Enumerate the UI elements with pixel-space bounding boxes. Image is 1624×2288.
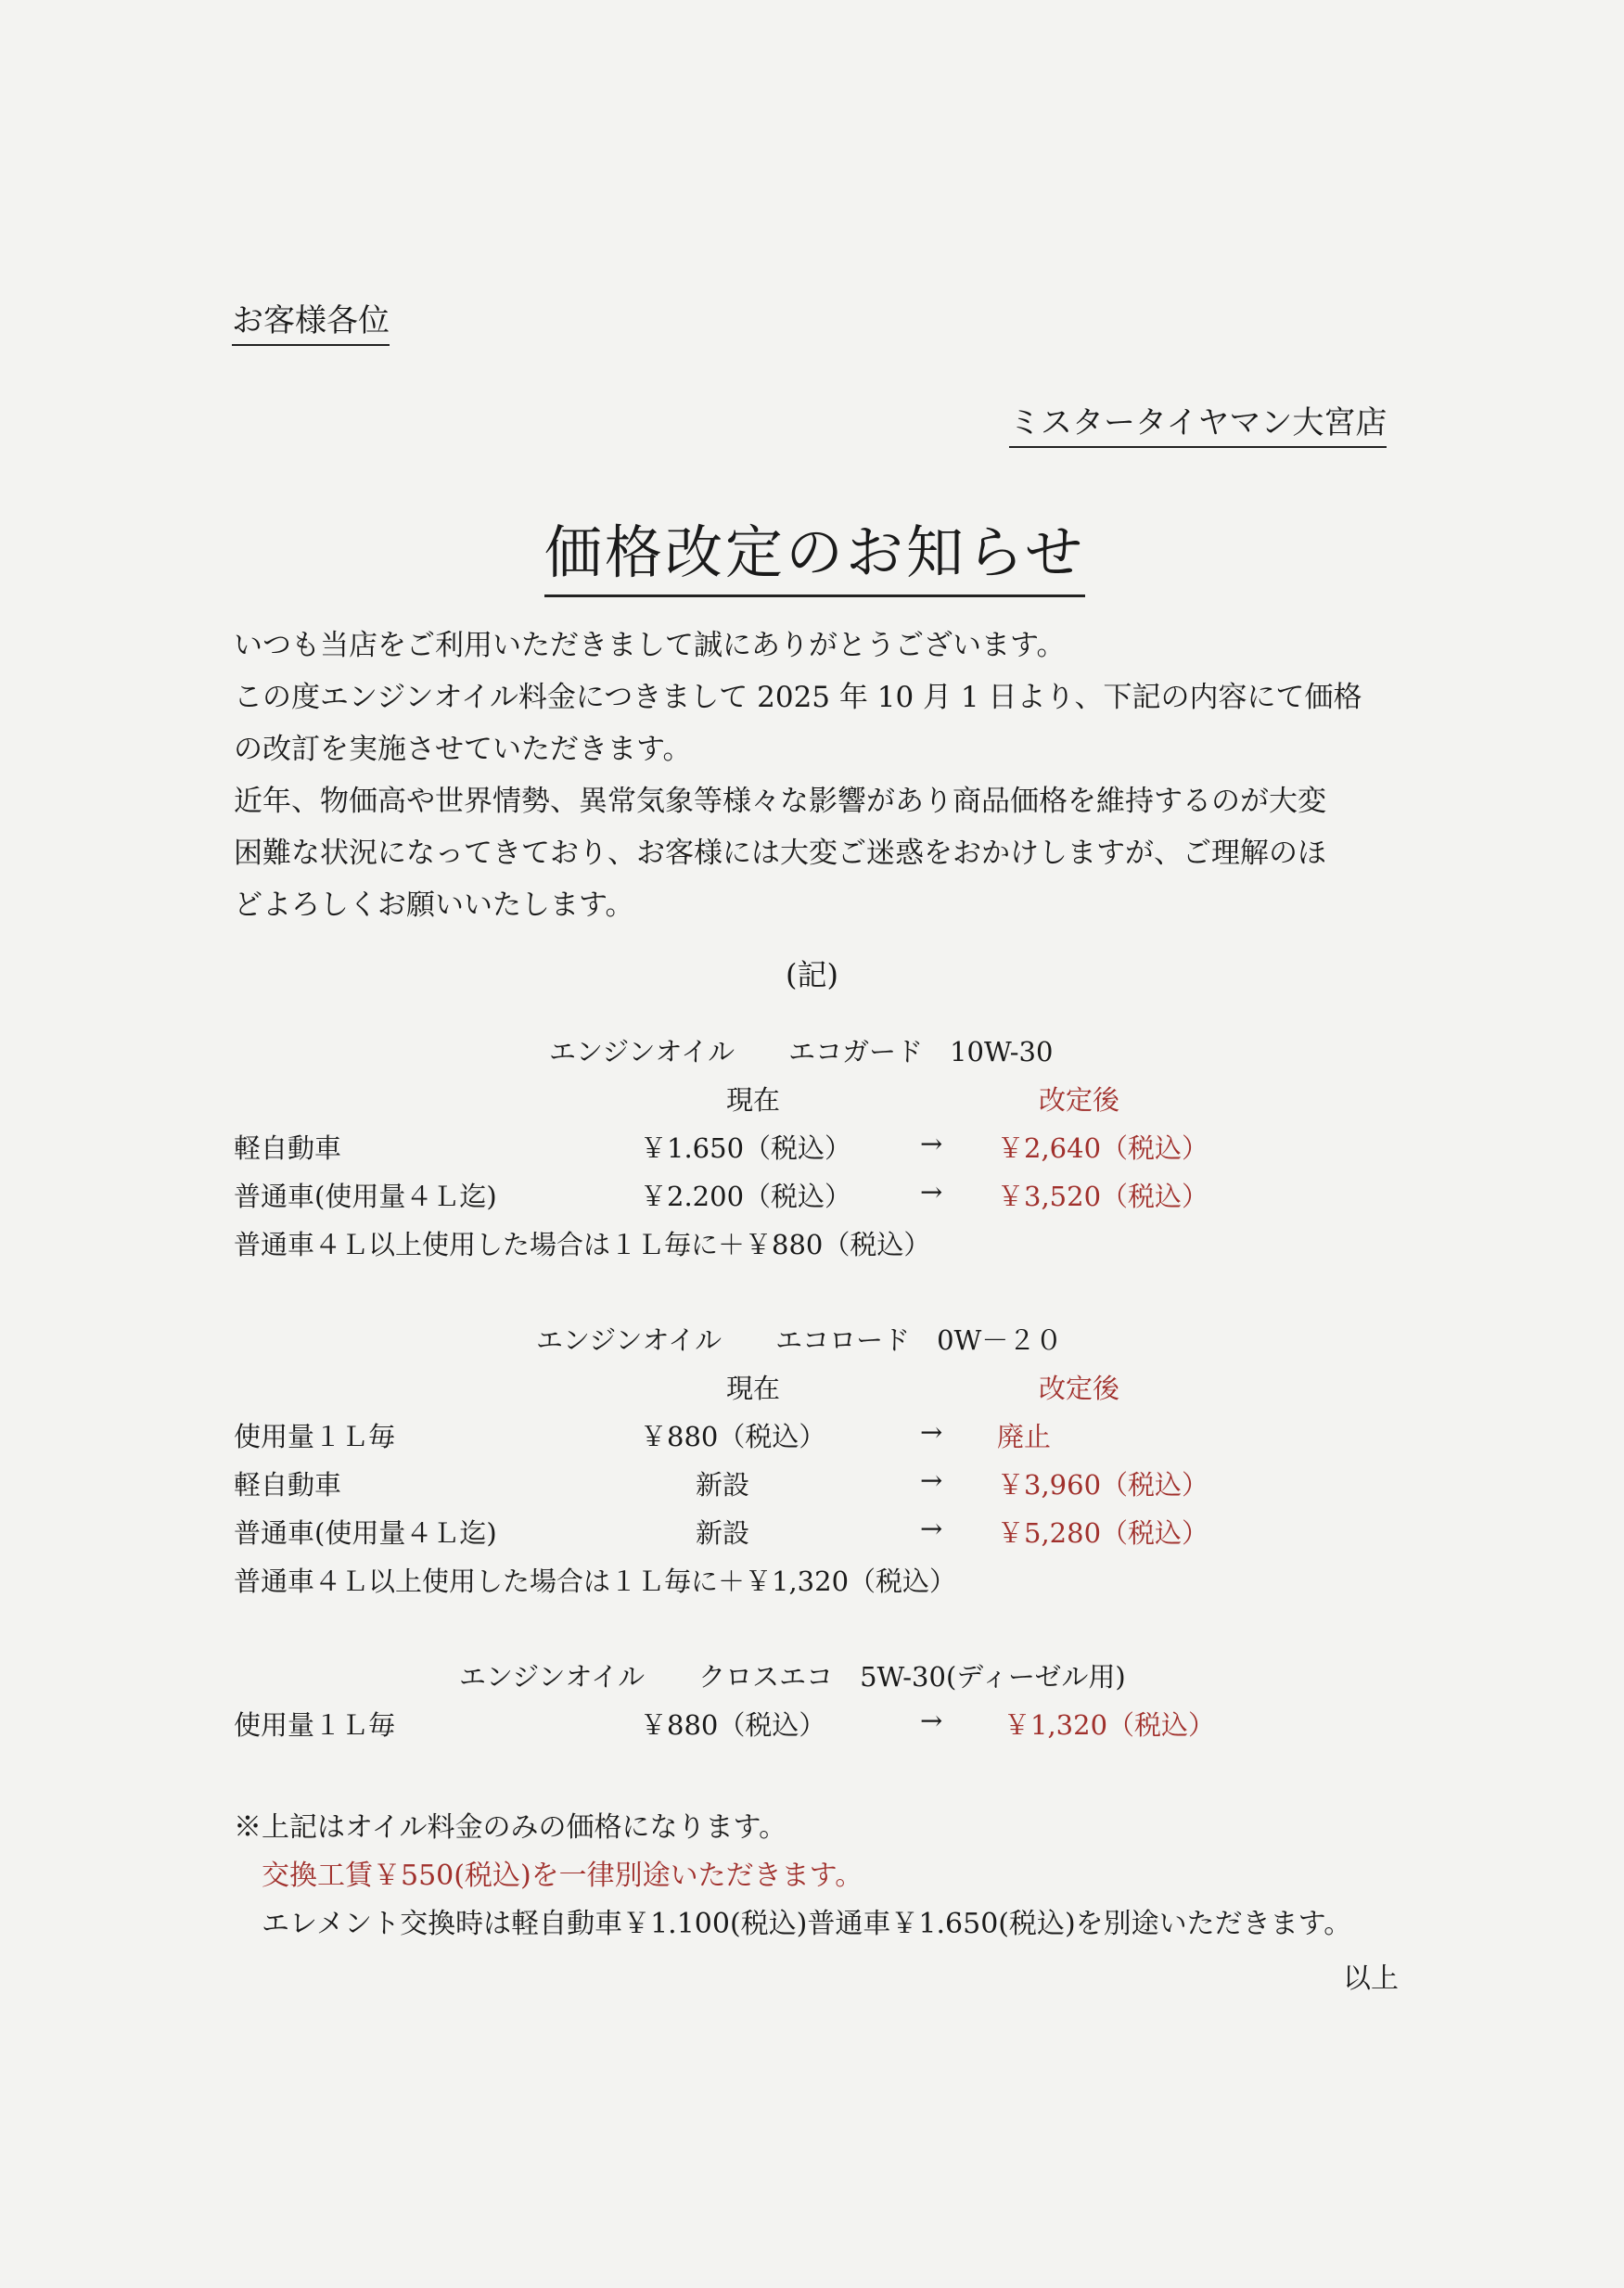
row-label: 普通車(使用量４Ｌ迄) [234,1517,497,1549]
arrow-icon: → [920,1705,943,1736]
row-label: 使用量１Ｌ毎 [234,1709,396,1741]
row-current-price: ￥1.650（税込） [640,1132,852,1164]
footnote-oil-only: ※上記はオイル料金のみの価格になります。 [234,1811,787,1844]
section-heading-ecoguard: エンジンオイル エコガード 10W-30 [549,1036,1054,1067]
section-heading-ecoroad: エンジンオイル エコロード 0W－２０ [536,1324,1063,1356]
row-new-price: ￥1,320（税込） [1004,1709,1216,1741]
row-new-price: ￥3,960（税込） [997,1469,1209,1501]
row-current-price: 新設 [696,1469,750,1501]
row-current-price: ￥2.200（税込） [640,1181,852,1212]
addressee: お客様各位 [232,295,390,346]
arrow-icon: → [920,1176,943,1208]
intro-line: 近年、物価高や世界情勢、異常気象等様々な影響があり商品価格を維持するのが大変 [234,785,1326,818]
row-current-price: ￥880（税込） [640,1421,826,1452]
row-label: 軽自動車 [234,1469,342,1501]
row-current-price: 新設 [696,1517,750,1549]
intro-paragraph [234,620,1402,931]
arrow-icon: → [920,1464,943,1496]
section-heading-crosseco: エンジンオイル クロスエコ 5W-30(ディーゼル用) [459,1661,1126,1693]
row-label: 軽自動車 [234,1132,342,1164]
store-name: ミスタータイヤマン大宮店 [1009,397,1387,448]
section-note: 普通車４Ｌ以上使用した場合は１Ｌ毎に＋￥1,320（税込） [234,1566,957,1597]
col-new-header: 改定後 [1039,1373,1120,1404]
col-current-header: 現在 [726,1084,781,1116]
row-label: 普通車(使用量４Ｌ迄) [234,1181,497,1212]
intro-line: いつも当店をご利用いただきまして誠にありがとうございます。 [234,629,1066,662]
intro-line: 困難な状況になってきており、お客様には大変ご迷惑をおかけしますが、ご理解のほ [234,837,1326,870]
closing-mark: 以上 [1343,1962,1399,1995]
intro-line: どよろしくお願いいたします。 [234,888,634,922]
intro-line: この度エンジンオイル料金につきまして 2025 年 10 月 1 日より、下記の内容にて価格 [234,681,1362,714]
arrow-icon: → [920,1513,943,1544]
col-current-header: 現在 [726,1373,781,1404]
section-note: 普通車４Ｌ以上使用した場合は１Ｌ毎に＋￥880（税込） [234,1229,931,1260]
arrow-icon: → [920,1128,943,1159]
row-label: 使用量１Ｌ毎 [234,1421,396,1452]
row-new-price: ￥2,640（税込） [997,1132,1209,1164]
row-current-price: ￥880（税込） [640,1709,826,1741]
row-new-price: ￥3,520（税込） [997,1181,1209,1212]
footnote-element: エレメント交換時は軽自動車￥1.100(税込)普通車￥1.650(税込)を別途いただきます。 [262,1908,1352,1940]
col-new-header: 改定後 [1039,1084,1120,1116]
row-new-price: 廃止 [997,1421,1052,1452]
row-new-price: ￥5,280（税込） [997,1517,1209,1549]
ki-heading: (記) [786,957,838,992]
intro-line: の改訂を実施させていただきます。 [234,733,692,766]
footnote-labor-fee: 交換工賃￥550(税込)を一律別途いただきます。 [262,1860,863,1892]
page-title: 価格改定のお知らせ [544,506,1085,597]
arrow-icon: → [920,1416,943,1448]
